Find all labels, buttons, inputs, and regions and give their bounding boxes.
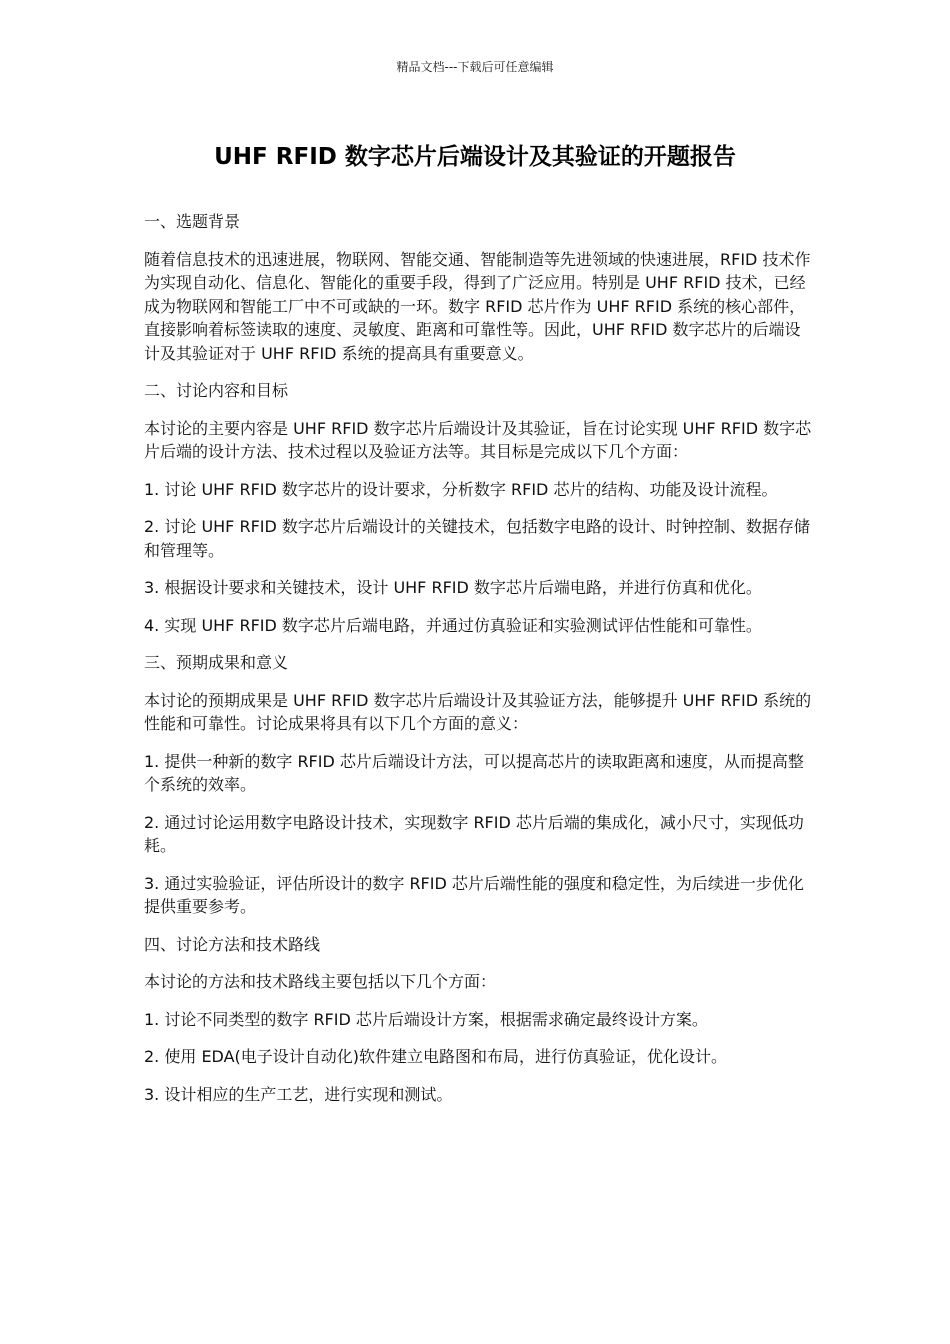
significance-item-1: 1. 提供一种新的数字 RFID 芯片后端设计方法，可以提高芯片的读取距离和速度，从而提高整个系统的效率。 [144,751,804,794]
header-note: 精品文档---下载后可任意编辑 [396,60,554,74]
section-heading-background: 一、选题背景 [144,212,241,231]
paragraph-methods: 本讨论的方法和技术路线主要包括以下几个方面： [144,972,497,991]
method-item-2: 2. 使用 EDA(电子设计自动化)软件建立电路图和布局，进行仿真验证，优化设计。 [144,1047,728,1066]
document-body [144,210,814,1120]
section-heading-expected-results: 三、预期成果和意义 [144,653,289,672]
paragraph-expected-results: 本讨论的预期成果是 UHF RFID 数字芯片后端设计及其验证方法，能够提升 UHF RFID 系统的性能和可靠性。讨论成果将具有以下几个方面的意义： [144,690,812,733]
goal-item-3: 3. 根据设计要求和关键技术，设计 UHF RFID 数字芯片后端电路，并进行仿真和优化。 [144,578,762,597]
goal-item-4: 4. 实现 UHF RFID 数字芯片后端电路，并通过仿真验证和实验测试评估性能和可靠性。 [144,615,762,635]
significance-item-2: 2. 通过讨论运用数字电路设计技术，实现数字 RFID 芯片后端的集成化，减小尺寸，实现低功耗。 [144,812,804,855]
paragraph-content-goals: 本讨论的主要内容是 UHF RFID 数字芯片后端设计及其验证，旨在讨论实现 UHF RFID 数字芯片后端的设计方法、技术过程以及验证方法等。其目标是完成以下几个方面： [144,418,812,461]
goal-item-2: 2. 讨论 UHF RFID 数字芯片后端设计的关键技术，包括数字电路的设计、时钟控制、数据存储和管理等。 [144,517,810,560]
document-title: UHF RFID 数字芯片后端设计及其验证的开题报告 [214,144,736,170]
section-heading-methods: 四、讨论方法和技术路线 [144,934,321,954]
goal-item-1: 1. 讨论 UHF RFID 数字芯片的设计要求，分析数字 RFID 芯片的结构、功能及设计流程。 [144,479,778,499]
significance-item-3: 3. 通过实验验证，评估所设计的数字 RFID 芯片后端性能的强度和稳定性，为后续进一步优化提供重要参考。 [144,873,804,916]
method-item-3: 3. 设计相应的生产工艺，进行实现和测试。 [144,1084,453,1104]
paragraph-background: 随着信息技术的迅速进展，物联网、智能交通、智能制造等先进领域的快速进展，RFID 技术作为实现自动化、信息化、智能化的重要手段，得到了广泛应用。特别是 UHF RFID 技术，已经成为物联网和智能工厂中不可或缺的一环。数字 RFID 芯片作为 UHF RFID 系统的核心部件，直接影响着标签读取的速度、灵敏度、距离和可靠性等。因此，UHF RFID 数字芯片的后端设计及其验证对于 UHF RFID 系统的提高具有重要意义。 [144,249,811,363]
section-heading-content-goals: 二、讨论内容和目标 [144,381,289,400]
method-item-1: 1. 讨论不同类型的数字 RFID 芯片后端设计方案，根据需求确定最终设计方案。 [144,1009,708,1029]
